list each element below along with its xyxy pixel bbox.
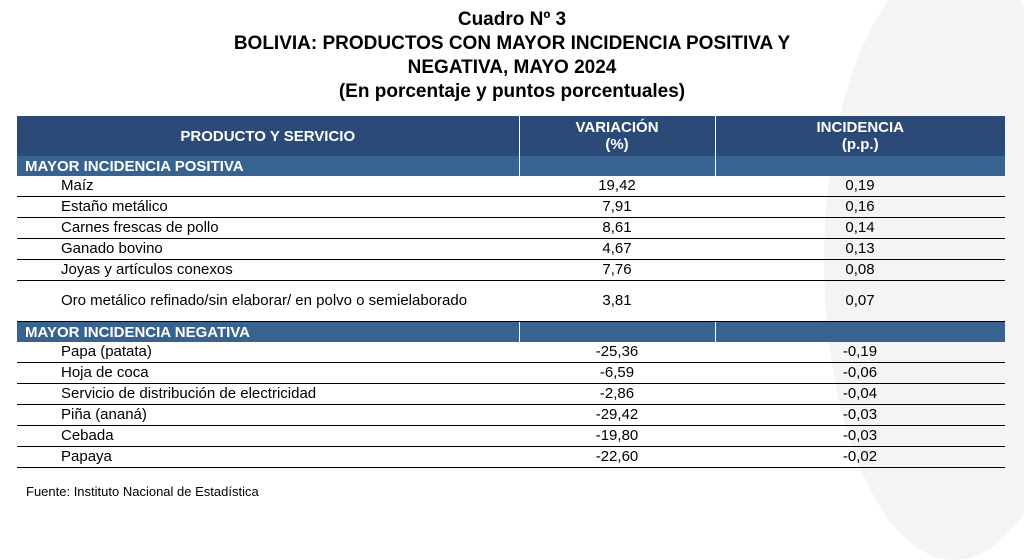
product-name: Papa (patata) xyxy=(17,342,519,363)
section-negative xyxy=(17,322,1005,343)
product-name: Carnes frescas de pollo xyxy=(17,218,519,239)
table-number: Cuadro Nº 3 xyxy=(457,9,567,30)
product-name: Piña (ananá) xyxy=(17,405,519,426)
product-name: Papaya xyxy=(17,447,519,468)
header-variation-unit: (%) xyxy=(605,136,629,153)
variation-value: 19,42 xyxy=(519,176,715,197)
variation-value: 4,67 xyxy=(519,239,715,260)
section-negative-label: MAYOR INCIDENCIA NEGATIVA xyxy=(17,322,519,343)
variation-value: 7,91 xyxy=(519,197,715,218)
table-row xyxy=(17,447,1005,468)
incidence-value: 0,07 xyxy=(715,281,1005,322)
incidence-value: -0,19 xyxy=(715,342,1005,363)
product-name: Maíz xyxy=(17,176,519,197)
variation-value: 3,81 xyxy=(519,281,715,322)
variation-value: -29,42 xyxy=(519,405,715,426)
header-variation xyxy=(519,116,715,156)
table-row xyxy=(17,342,1005,363)
incidence-value: -0,03 xyxy=(715,405,1005,426)
section-positive xyxy=(17,156,1005,176)
incidence-value: 0,14 xyxy=(715,218,1005,239)
variation-value: -25,36 xyxy=(519,342,715,363)
table-row xyxy=(17,260,1005,281)
incidence-value: 0,13 xyxy=(715,239,1005,260)
variation-value: -6,59 xyxy=(519,363,715,384)
table-title-block xyxy=(0,8,1024,104)
source-note: Fuente: Instituto Nacional de Estadística xyxy=(26,484,259,499)
table-row xyxy=(17,384,1005,405)
table-subtitle: (En porcentaje y puntos porcentuales) xyxy=(338,81,686,102)
section-positive-label: MAYOR INCIDENCIA POSITIVA xyxy=(17,156,519,176)
header-incidence-label: INCIDENCIA xyxy=(816,119,904,136)
table-row xyxy=(17,218,1005,239)
table-row xyxy=(17,239,1005,260)
header-row xyxy=(17,116,1005,156)
incidence-value: 0,08 xyxy=(715,260,1005,281)
incidence-value: -0,03 xyxy=(715,426,1005,447)
product-name: Ganado bovino xyxy=(17,239,519,260)
product-name: Joyas y artículos conexos xyxy=(17,260,519,281)
header-incidence xyxy=(715,116,1005,156)
product-name: Hoja de coca xyxy=(17,363,519,384)
variation-value: 7,76 xyxy=(519,260,715,281)
incidence-value: 0,16 xyxy=(715,197,1005,218)
header-variation-label: VARIACIÓN xyxy=(575,119,659,136)
header-incidence-unit: (p.p.) xyxy=(841,136,879,153)
table-title-line-2: NEGATIVA, MAYO 2024 xyxy=(407,57,617,78)
table-title-line-1: BOLIVIA: PRODUCTOS CON MAYOR INCIDENCIA POSITIVA Y xyxy=(233,33,791,54)
table-row xyxy=(17,426,1005,447)
variation-value: -2,86 xyxy=(519,384,715,405)
product-name: Oro metálico refinado/sin elaborar/ en polvo o semielaborado xyxy=(17,281,519,322)
incidence-value: -0,04 xyxy=(715,384,1005,405)
table-row xyxy=(17,176,1005,197)
variation-value: -22,60 xyxy=(519,447,715,468)
variation-value: 8,61 xyxy=(519,218,715,239)
table-row xyxy=(17,197,1005,218)
data-table xyxy=(17,116,1005,468)
variation-value: -19,80 xyxy=(519,426,715,447)
header-product: PRODUCTO Y SERVICIO xyxy=(17,116,519,156)
table-row xyxy=(17,281,1005,322)
incidence-value: -0,02 xyxy=(715,447,1005,468)
table-row xyxy=(17,405,1005,426)
incidence-value: 0,19 xyxy=(715,176,1005,197)
incidence-value: -0,06 xyxy=(715,363,1005,384)
product-name: Cebada xyxy=(17,426,519,447)
product-name: Estaño metálico xyxy=(17,197,519,218)
product-name: Servicio de distribución de electricidad xyxy=(17,384,519,405)
table-row xyxy=(17,363,1005,384)
